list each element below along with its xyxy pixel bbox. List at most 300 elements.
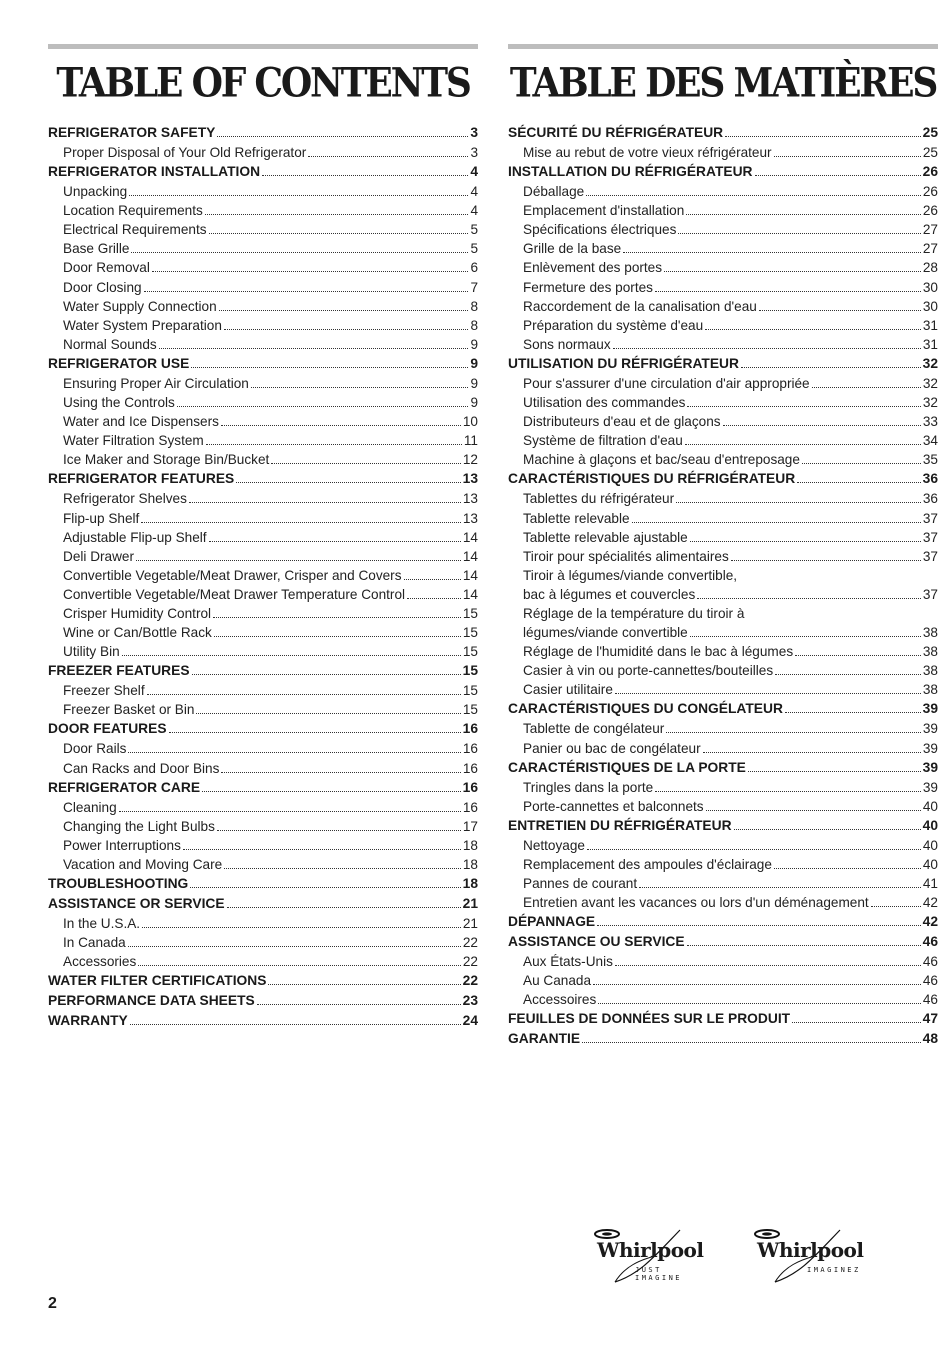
- toc-subsection-entry: [48, 489, 478, 508]
- toc-entry-page: 25: [922, 145, 938, 160]
- toc-entry-label: CARACTÉRISTIQUES DE LA PORTE: [508, 759, 746, 775]
- toc-subsection-entry: [48, 316, 478, 335]
- toc-entry-page: 21: [462, 896, 478, 911]
- dot-leader: [785, 712, 921, 713]
- dot-leader: [271, 463, 461, 464]
- toc-entry-label: Using the Controls: [63, 395, 175, 411]
- dot-leader: [731, 560, 921, 561]
- toc-entry-page: 13: [462, 510, 478, 526]
- toc-entry-page: 7: [470, 279, 478, 295]
- toc-subsection-entry: [48, 855, 478, 874]
- toc-entry-label: Freezer Shelf: [63, 683, 145, 699]
- toc-entry-label: DOOR FEATURES: [48, 721, 167, 737]
- toc-entry-label: GARANTIE: [508, 1031, 581, 1047]
- toc-entry-label: FEUILLES DE DONNÉES SUR LE PRODUIT: [508, 1011, 791, 1027]
- dot-leader: [615, 693, 921, 694]
- toc-subsection-entry: [508, 182, 938, 201]
- toc-entry-label: Emplacement d'installation: [523, 203, 685, 219]
- toc-entry-page: 40: [922, 798, 938, 814]
- dot-leader: [705, 329, 921, 330]
- toc-entry-label: Machine à glaçons et bac/seau d'entreposage: [523, 452, 800, 468]
- toc-subsection-entry: [48, 739, 478, 758]
- toc-subsection-entry: [508, 585, 938, 604]
- toc-entry-page: 30: [922, 298, 938, 314]
- toc-entry-label: Préparation du système d'eau: [523, 317, 704, 333]
- dot-leader: [582, 1042, 921, 1043]
- toc-entry-label: Tablette de congélateur: [523, 721, 665, 737]
- toc-entry-page: 9: [470, 336, 478, 352]
- dot-leader: [217, 136, 468, 137]
- toc-subsection-entry: [508, 874, 938, 893]
- toc-entry-page: 22: [462, 973, 478, 989]
- toc-entry-label: Door Removal: [63, 260, 150, 276]
- toc-section-entry: [48, 971, 478, 991]
- dot-leader: [597, 925, 921, 926]
- toc-entry-label: bac à légumes et couvercles: [523, 586, 696, 602]
- top-rule: [48, 44, 478, 49]
- toc-entry-label: Freezer Basket or Bin: [63, 702, 195, 718]
- toc-entry-page: 47: [922, 1011, 938, 1027]
- toc-subsection-entry: [48, 681, 478, 700]
- toc-entry-label: INSTALLATION DU RÉFRIGÉRATEUR: [508, 164, 753, 180]
- toc-entry-page: 9: [470, 395, 478, 411]
- toc-entry-label: Tringles dans la porte: [523, 779, 654, 795]
- dot-leader: [666, 732, 921, 733]
- toc-subsection-entry: [508, 220, 938, 239]
- toc-entry-label: Proper Disposal of Your Old Refrigerator: [63, 145, 307, 160]
- toc-entry-page: 22: [462, 954, 478, 970]
- toc-entry-page: 12: [462, 452, 478, 468]
- dot-leader: [741, 367, 921, 368]
- toc-section-entry: [508, 932, 938, 952]
- toc-subsection-entry: [508, 450, 938, 469]
- toc-entry-page: 32: [922, 375, 938, 391]
- toc-entry-label: Electrical Requirements: [63, 222, 207, 238]
- toc-subsection-entry: [48, 933, 478, 952]
- dot-leader: [191, 367, 468, 368]
- toc-subsection-entry: [508, 528, 938, 547]
- toc-subsection-entry: [48, 393, 478, 412]
- toc-section-entry: [48, 661, 478, 681]
- dot-leader: [129, 195, 468, 196]
- toc-entry-label: Casier utilitaire: [523, 682, 613, 698]
- toc-title-french: TABLE DES MATIÈRES: [509, 59, 937, 107]
- toc-entry-page: 15: [462, 625, 478, 641]
- toc-entry-page: 26: [922, 164, 938, 180]
- toc-entry-page: 26: [922, 184, 938, 200]
- dot-leader: [236, 482, 460, 483]
- toc-entry-page: 27: [922, 241, 938, 257]
- toc-subsection-entry: [48, 335, 478, 354]
- toc-entry-label: Flip-up Shelf: [63, 510, 140, 526]
- toc-entry-page: 18: [462, 876, 478, 891]
- toc-subsection-entry: [48, 798, 478, 817]
- toc-entry-page: 31: [922, 336, 938, 352]
- toc-section-entry: [48, 719, 478, 739]
- toc-entry-label: Porte-cannettes et balconnets: [523, 798, 704, 814]
- dot-leader: [224, 868, 461, 869]
- toc-entry-page: 14: [462, 529, 478, 545]
- toc-entry-label: Remplacement des ampoules d'éclairage: [523, 856, 772, 872]
- toc-entry-label: Normal Sounds: [63, 336, 157, 352]
- toc-entry-page: 41: [922, 876, 938, 891]
- toc-subsection-entry: [508, 547, 938, 566]
- dot-leader: [177, 406, 469, 407]
- dot-leader: [613, 348, 921, 349]
- toc-entry-page: 4: [470, 203, 478, 219]
- dot-leader: [734, 829, 921, 830]
- toc-subsection-entry: [508, 604, 938, 623]
- toc-section-entry: [508, 816, 938, 836]
- toc-section-entry: [48, 991, 478, 1011]
- toc-entry-page: 48: [922, 1031, 938, 1047]
- toc-subsection-entry: [508, 239, 938, 258]
- dot-leader: [748, 771, 921, 772]
- toc-entry-page: 46: [922, 973, 938, 989]
- toc-entry-label: Water System Preparation: [63, 317, 222, 333]
- toc-subsection-entry: [508, 971, 938, 990]
- toc-section-entry: [508, 699, 938, 719]
- toc-entry-page: 37: [922, 510, 938, 526]
- toc-entry-label: ASSISTANCE OR SERVICE: [48, 896, 225, 911]
- dot-leader: [257, 1004, 461, 1005]
- toc-entry-label: Base Grille: [63, 241, 130, 257]
- toc-entry-page: 16: [462, 779, 478, 795]
- toc-entry-page: 37: [922, 529, 938, 545]
- toc-entry-page: 31: [922, 317, 938, 333]
- dot-leader: [797, 482, 920, 483]
- dot-leader: [686, 214, 921, 215]
- dot-leader: [136, 560, 461, 561]
- toc-subsection-entry: [48, 566, 478, 585]
- dot-leader: [407, 598, 461, 599]
- toc-entry-page: 15: [462, 663, 478, 679]
- dot-leader: [141, 522, 461, 523]
- toc-entry-label: Mise au rebut de votre vieux réfrigérateur: [523, 145, 772, 160]
- toc-section-entry: [48, 778, 478, 798]
- dot-leader: [128, 946, 461, 947]
- dot-leader: [227, 907, 461, 908]
- toc-entry-label: Sons normaux: [523, 336, 611, 352]
- dot-leader: [152, 271, 469, 272]
- toc-english-column: [48, 44, 478, 1031]
- toc-entry-page: 15: [462, 702, 478, 718]
- dot-leader: [725, 136, 921, 137]
- toc-entry-page: 30: [922, 279, 938, 295]
- toc-entry-label: Ensuring Proper Air Circulation: [63, 375, 249, 391]
- toc-subsection-entry: [508, 893, 938, 912]
- toc-subsection-entry: [508, 143, 938, 162]
- dot-leader: [128, 752, 460, 753]
- toc-entry-page: 36: [922, 491, 938, 507]
- dot-leader: [706, 810, 921, 811]
- dot-leader: [703, 752, 921, 753]
- dot-leader: [224, 329, 469, 330]
- toc-entry-page: 24: [462, 1013, 478, 1029]
- logo-wordmark: Whirlpool: [757, 1238, 864, 1262]
- toc-entry-label: Vacation and Moving Care: [63, 856, 223, 872]
- dot-leader: [792, 1022, 921, 1023]
- toc-entry-page: 32: [922, 355, 938, 371]
- dot-leader: [308, 156, 468, 157]
- toc-subsection-entry: [508, 623, 938, 642]
- toc-entry-label: WARRANTY: [48, 1013, 128, 1029]
- toc-entry-label: légumes/viande convertible: [523, 625, 688, 641]
- toc-subsection-entry: [508, 797, 938, 816]
- toc-entry-page: 35: [922, 452, 938, 468]
- toc-entry-label: Distributeurs d'eau et de glaçons: [523, 414, 721, 430]
- toc-entry-page: 38: [922, 663, 938, 679]
- dot-leader: [775, 674, 921, 675]
- toc-entry-page: 21: [462, 916, 478, 931]
- toc-entry-page: 5: [470, 222, 478, 238]
- toc-entry-label: Réglage de l'humidité dans le bac à légumes: [523, 644, 794, 660]
- toc-subsection-entry: [48, 836, 478, 855]
- toc-entry-page: 15: [462, 644, 478, 660]
- dot-leader: [206, 444, 462, 445]
- dot-leader: [130, 1024, 461, 1025]
- dot-leader: [690, 541, 921, 542]
- toc-entry-label: Utilisation des commandes: [523, 395, 686, 411]
- toc-entry-label: Spécifications électriques: [523, 222, 677, 238]
- toc-subsection-entry: [508, 855, 938, 874]
- dot-leader: [774, 156, 921, 157]
- toc-entry-label: REFRIGERATOR FEATURES: [48, 471, 235, 487]
- toc-entry-page: 33: [922, 414, 938, 430]
- toc-entry-label: Door Closing: [63, 279, 142, 295]
- toc-entry-page: 17: [462, 818, 478, 834]
- toc-entry-page: 14: [462, 567, 478, 583]
- toc-subsection-entry: [48, 952, 478, 971]
- toc-entry-page: 11: [463, 433, 478, 449]
- toc-entry-page: 37: [922, 548, 938, 564]
- toc-entry-label: Accessories: [63, 954, 137, 970]
- toc-subsection-entry: [508, 952, 938, 971]
- toc-subsection-entry: [508, 509, 938, 528]
- dot-leader: [593, 984, 921, 985]
- toc-subsection-entry: [508, 297, 938, 316]
- toc-entry-page: 18: [462, 856, 478, 872]
- toc-entry-page: 5: [470, 241, 478, 257]
- toc-entry-label: Réglage de la température du tiroir à: [523, 605, 745, 621]
- toc-entry-label: CARACTÉRISTIQUES DU RÉFRIGÉRATEUR: [508, 471, 796, 487]
- toc-subsection-entry: [508, 566, 938, 585]
- dot-leader: [623, 252, 921, 253]
- toc-entry-page: 38: [922, 682, 938, 698]
- dot-leader: [213, 617, 461, 618]
- toc-entry-page: 8: [470, 298, 478, 314]
- toc-section-entry: [508, 354, 938, 374]
- toc-entry-page: 9: [470, 355, 478, 371]
- dot-leader: [268, 984, 460, 985]
- toc-entry-page: 10: [462, 414, 478, 430]
- toc-entry-page: 16: [462, 721, 478, 737]
- toc-entry-label: Changing the Light Bulbs: [63, 818, 215, 834]
- toc-list-french: [508, 123, 938, 1049]
- toc-section-entry: [48, 354, 478, 374]
- logo-wordmark: Whirlpool: [597, 1238, 704, 1262]
- toc-subsection-entry: [508, 201, 938, 220]
- dot-leader: [183, 849, 461, 850]
- toc-entry-label: Water Supply Connection: [63, 298, 217, 314]
- toc-entry-page: 15: [462, 683, 478, 699]
- toc-subsection-entry: [508, 412, 938, 431]
- dot-leader: [131, 252, 468, 253]
- toc-entry-label: Convertible Vegetable/Meat Drawer Temperature Control: [63, 586, 406, 602]
- dot-leader: [196, 713, 460, 714]
- dot-leader: [598, 1003, 921, 1004]
- toc-title-english: TABLE OF CONTENTS: [56, 59, 470, 107]
- dot-leader: [192, 674, 461, 675]
- toc-entry-label: Déballage: [523, 184, 585, 200]
- toc-section-entry: [48, 1011, 478, 1031]
- toc-entry-page: 16: [462, 760, 478, 776]
- dot-leader: [214, 636, 461, 637]
- toc-entry-label: SÉCURITÉ DU RÉFRIGÉRATEUR: [508, 125, 724, 140]
- toc-entry-label: PERFORMANCE DATA SHEETS: [48, 993, 255, 1009]
- toc-entry-page: 13: [462, 471, 478, 487]
- toc-entry-label: Refrigerator Shelves: [63, 491, 187, 507]
- toc-subsection-entry: [508, 258, 938, 277]
- toc-section-entry: [508, 758, 938, 778]
- toc-entry-label: UTILISATION DU RÉFRIGÉRATEUR: [508, 355, 739, 371]
- toc-entry-page: 13: [462, 491, 478, 507]
- toc-entry-page: 23: [462, 993, 478, 1009]
- dot-leader: [262, 175, 468, 176]
- toc-entry-label: Door Rails: [63, 741, 127, 757]
- dot-leader: [251, 387, 469, 388]
- dot-leader: [639, 887, 921, 888]
- toc-subsection-entry: [48, 239, 478, 258]
- toc-entry-page: 16: [462, 741, 478, 757]
- toc-entry-label: REFRIGERATOR CARE: [48, 779, 201, 795]
- toc-entry-page: 4: [470, 164, 478, 180]
- toc-subsection-entry: [508, 739, 938, 758]
- toc-entry-label: Panier ou bac de congélateur: [523, 740, 701, 756]
- toc-section-entry: [508, 912, 938, 932]
- toc-subsection-entry: [48, 143, 478, 162]
- brand-logos: [585, 1226, 875, 1286]
- toc-entry-label: Water Filtration System: [63, 433, 204, 449]
- toc-entry-page: 3: [470, 125, 478, 140]
- logo-tagline: IMAGINEZ: [807, 1266, 861, 1274]
- dot-leader: [755, 175, 921, 176]
- toc-entry-label: Pour s'assurer d'une circulation d'air appropriée: [523, 375, 810, 391]
- dot-leader: [676, 502, 921, 503]
- toc-subsection-entry: [48, 258, 478, 277]
- toc-section-entry: [508, 469, 938, 489]
- toc-entry-label: Convertible Vegetable/Meat Drawer, Crisper and Covers: [63, 567, 402, 583]
- dot-leader: [723, 425, 921, 426]
- dot-leader: [219, 310, 469, 311]
- toc-entry-page: 39: [922, 759, 938, 775]
- toc-subsection-entry: [48, 547, 478, 566]
- toc-section-entry: [508, 162, 938, 182]
- dot-leader: [774, 868, 921, 869]
- toc-entry-label: Accessoires: [523, 992, 597, 1008]
- toc-entry-label: Tablettes du réfrigérateur: [523, 491, 675, 507]
- toc-entry-label: Raccordement de la canalisation d'eau: [523, 298, 757, 314]
- toc-subsection-entry: [508, 642, 938, 661]
- toc-entry-page: 6: [470, 260, 478, 276]
- dot-leader: [147, 694, 461, 695]
- toc-entry-page: 42: [922, 895, 938, 911]
- toc-section-entry: [48, 874, 478, 894]
- dot-leader: [119, 811, 461, 812]
- toc-entry-page: 14: [462, 586, 478, 602]
- toc-french-column: [508, 44, 938, 1049]
- dot-leader: [202, 791, 461, 792]
- toc-subsection-entry: [48, 509, 478, 528]
- toc-subsection-entry: [48, 604, 478, 623]
- toc-entry-page: 28: [922, 260, 938, 276]
- toc-entry-label: Enlèvement des portes: [523, 260, 663, 276]
- toc-entry-label: Tablette relevable ajustable: [523, 529, 688, 545]
- toc-entry-page: 9: [470, 375, 478, 391]
- toc-entry-label: Fermeture des portes: [523, 279, 653, 295]
- toc-entry-label: ASSISTANCE OU SERVICE: [508, 934, 685, 950]
- toc-subsection-entry: [508, 836, 938, 855]
- toc-subsection-entry: [508, 778, 938, 797]
- toc-entry-label: Au Canada: [523, 973, 592, 989]
- dot-leader: [759, 310, 921, 311]
- toc-subsection-entry: [508, 489, 938, 508]
- toc-entry-page: 46: [922, 992, 938, 1008]
- dot-leader: [159, 348, 469, 349]
- toc-entry-page: 39: [922, 740, 938, 756]
- toc-list-english: [48, 123, 478, 1031]
- toc-entry-label: Cleaning: [63, 799, 117, 815]
- toc-entry-label: Water and Ice Dispensers: [63, 414, 219, 430]
- dot-leader: [632, 522, 921, 523]
- toc-entry-page: 46: [922, 954, 938, 970]
- toc-subsection-entry: [508, 719, 938, 738]
- dot-leader: [615, 965, 921, 966]
- toc-section-entry: [48, 162, 478, 182]
- dot-leader: [209, 233, 469, 234]
- toc-subsection-entry: [48, 412, 478, 431]
- dot-leader: [209, 541, 461, 542]
- toc-entry-label: Wine or Can/Bottle Rack: [63, 625, 212, 641]
- toc-entry-page: 22: [462, 935, 478, 951]
- toc-subsection-entry: [48, 914, 478, 933]
- toc-subsection-entry: [508, 680, 938, 699]
- toc-subsection-entry: [48, 642, 478, 661]
- toc-section-entry: [48, 894, 478, 914]
- toc-entry-label: Crisper Humidity Control: [63, 605, 212, 621]
- toc-entry-page: 34: [922, 433, 938, 449]
- dot-leader: [189, 502, 461, 503]
- toc-subsection-entry: [508, 661, 938, 680]
- dot-leader: [687, 945, 921, 946]
- toc-subsection-entry: [48, 431, 478, 450]
- toc-subsection-entry: [508, 990, 938, 1009]
- toc-subsection-entry: [48, 585, 478, 604]
- toc-entry-label: Adjustable Flip-up Shelf: [63, 529, 207, 545]
- dot-leader: [142, 927, 461, 928]
- dot-leader: [221, 772, 460, 773]
- toc-entry-page: 37: [922, 586, 938, 602]
- toc-entry-label: Can Racks and Door Bins: [63, 760, 220, 776]
- toc-entry-page: 8: [470, 317, 478, 333]
- dot-leader: [221, 425, 461, 426]
- toc-entry-label: In the U.S.A.: [63, 916, 141, 931]
- page-number: 2: [48, 1295, 57, 1312]
- toc-section-entry: [508, 1009, 938, 1029]
- dot-leader: [664, 271, 921, 272]
- toc-subsection-entry: [48, 278, 478, 297]
- toc-entry-label: FREEZER FEATURES: [48, 663, 190, 679]
